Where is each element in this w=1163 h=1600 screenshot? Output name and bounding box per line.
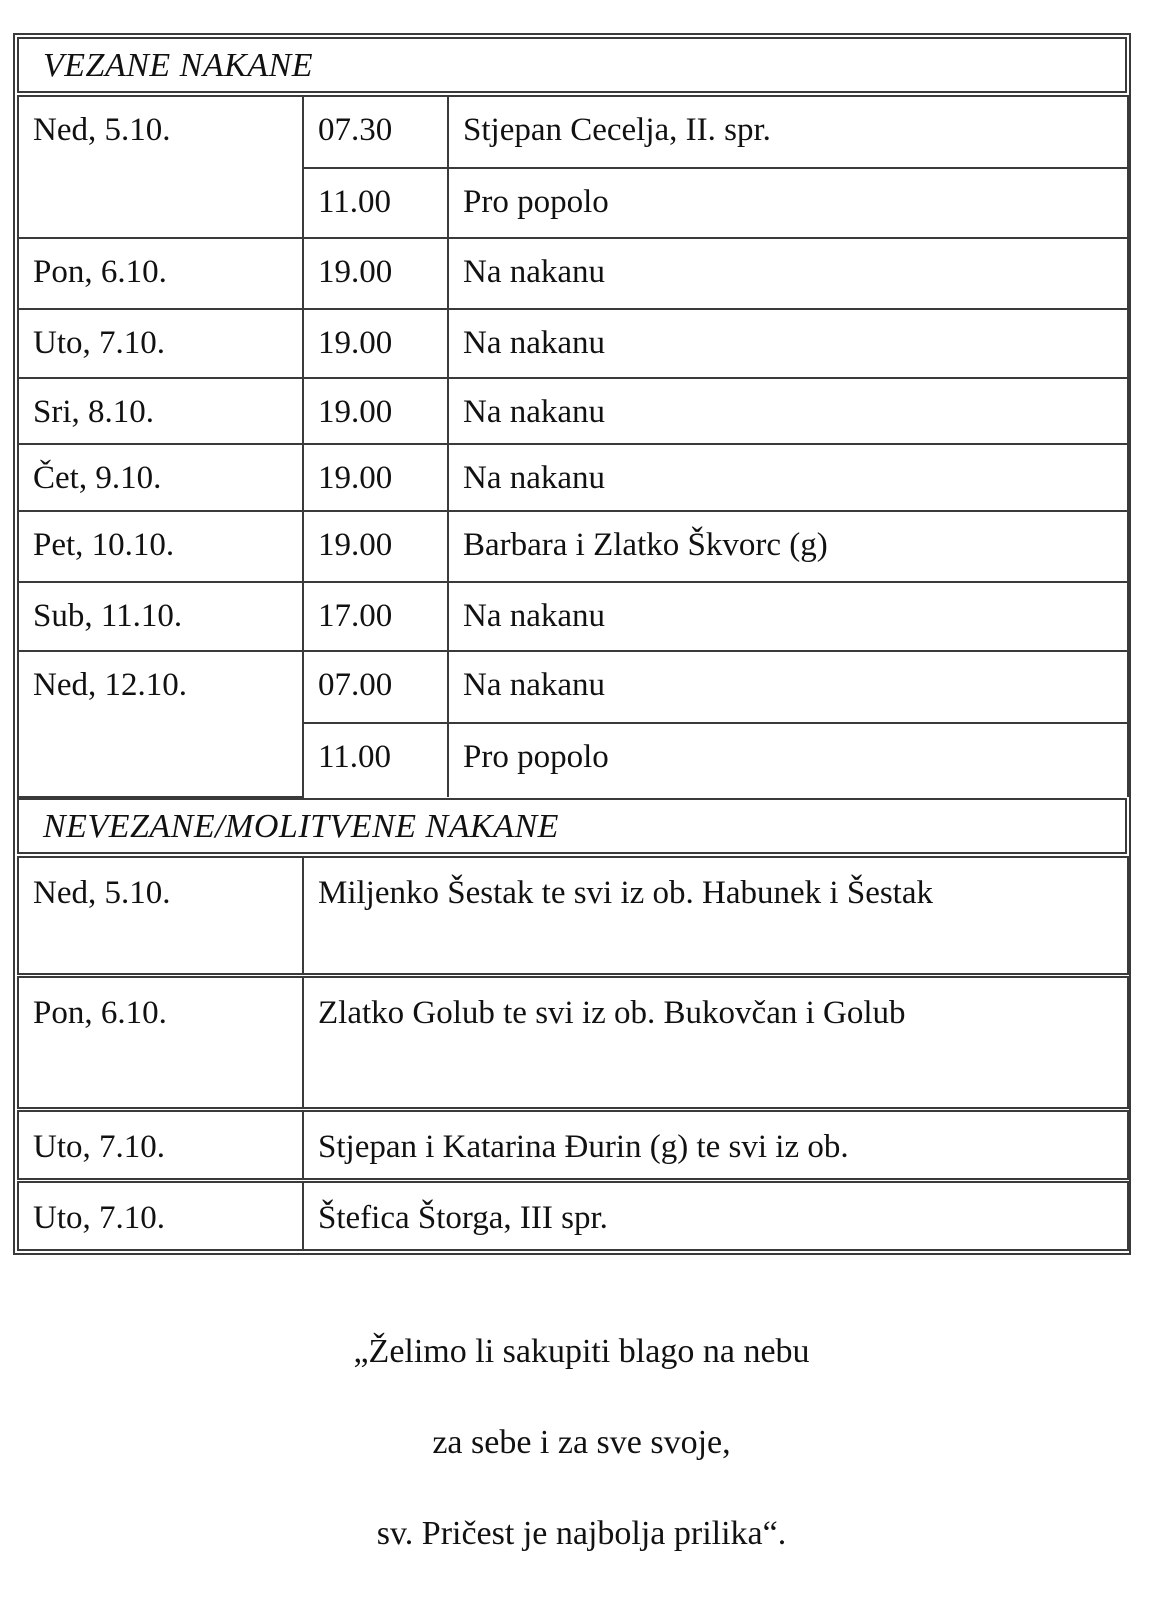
date-cell: Sri, 8.10.	[18, 378, 303, 444]
intention-cell: Na nakanu	[448, 651, 1128, 723]
time-cell: 19.00	[303, 511, 448, 582]
date-cell: Uto, 7.10.	[18, 1180, 303, 1250]
section-title-vezane-nakane: VEZANE NAKANE	[17, 37, 1127, 93]
table-row	[18, 975, 1128, 1109]
intention-cell: Pro popolo	[448, 723, 1128, 797]
mass-intentions-table	[13, 33, 1131, 1255]
intention-cell: Štefica Štorga, III spr.	[303, 1180, 1128, 1250]
date-cell: Čet, 9.10.	[18, 444, 303, 511]
time-cell: 19.00	[303, 378, 448, 444]
table-row	[18, 857, 1128, 975]
date-cell: Pon, 6.10.	[18, 975, 303, 1109]
table-row	[18, 378, 1128, 444]
date-cell: Uto, 7.10.	[18, 1109, 303, 1180]
intention-cell: Na nakanu	[448, 309, 1128, 378]
table-row	[18, 96, 1128, 168]
date-cell: Pet, 10.10.	[18, 511, 303, 582]
time-cell: 07.30	[303, 96, 448, 168]
nevezane-nakane-table	[17, 856, 1129, 1251]
intention-cell: Na nakanu	[448, 378, 1128, 444]
quote-line: sv. Pričest je najbolja prilika“.	[376, 1515, 787, 1552]
time-cell: 07.00	[303, 651, 448, 723]
date-cell: Ned, 5.10.	[18, 96, 303, 238]
intention-cell: Na nakanu	[448, 582, 1128, 651]
intention-cell: Na nakanu	[448, 444, 1128, 511]
time-cell: 19.00	[303, 238, 448, 309]
time-cell: 17.00	[303, 582, 448, 651]
table-row	[18, 1109, 1128, 1180]
date-cell: Pon, 6.10.	[18, 238, 303, 309]
intention-cell: Pro popolo	[448, 168, 1128, 238]
table-row	[18, 511, 1128, 582]
table-row	[18, 238, 1128, 309]
intention-cell: Miljenko Šestak te svi iz ob. Habunek i Šestak	[303, 857, 1128, 975]
table-row	[18, 444, 1128, 511]
closing-quote	[0, 1330, 1163, 1600]
time-cell: 11.00	[303, 168, 448, 238]
quote-line: „Želimo li sakupiti blago na nebu	[353, 1333, 810, 1370]
table-row	[18, 309, 1128, 378]
date-cell: Ned, 5.10.	[18, 857, 303, 975]
intention-cell: Zlatko Golub te svi iz ob. Bukovčan i Golub	[303, 975, 1128, 1109]
intention-cell: Barbara i Zlatko Škvorc (g)	[448, 511, 1128, 582]
intention-cell: Stjepan Cecelja, II. spr.	[448, 96, 1128, 168]
time-cell: 19.00	[303, 444, 448, 511]
table-row	[18, 582, 1128, 651]
table-row	[18, 651, 1128, 723]
vezane-nakane-table	[17, 95, 1129, 798]
quote-line: za sebe i za sve svoje,	[432, 1424, 731, 1461]
section-title-nevezane-molitvene-nakane: NEVEZANE/MOLITVENE NAKANE	[17, 798, 1127, 854]
intention-cell: Na nakanu	[448, 238, 1128, 309]
intention-cell: Stjepan i Katarina Đurin (g) te svi iz ob.	[303, 1109, 1128, 1180]
date-cell: Ned, 12.10.	[18, 651, 303, 797]
time-cell: 11.00	[303, 723, 448, 797]
date-cell: Sub, 11.10.	[18, 582, 303, 651]
time-cell: 19.00	[303, 309, 448, 378]
date-cell: Uto, 7.10.	[18, 309, 303, 378]
table-row	[18, 1180, 1128, 1250]
